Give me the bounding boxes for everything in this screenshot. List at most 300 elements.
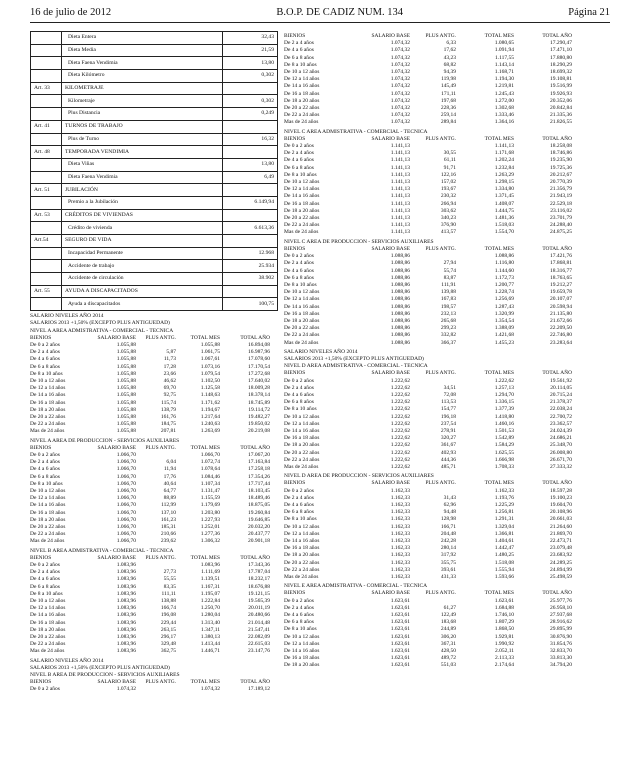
salario-base-cell: 1.083,96	[116, 641, 136, 648]
salario-base-cell: 1.088,86	[390, 332, 410, 339]
salary-row	[284, 311, 589, 318]
plus-antg-cell: 5,87	[166, 349, 176, 356]
total-ano-cell: 20.108,96	[550, 509, 572, 516]
article-number: Art. 53	[31, 209, 62, 222]
total-ano-cell: 20.011,19	[248, 605, 270, 612]
bienios-cell: De 20 a 22 años	[284, 105, 320, 112]
bienios-cell: De 10 a 12 años	[284, 179, 320, 186]
salario-base-header: SALARIO BASE	[371, 245, 410, 252]
total-ano-cell: 19.100,23	[550, 494, 572, 501]
plus-antg-cell: 31,43	[443, 494, 456, 501]
total-ano-cell: 21.869,70	[550, 530, 572, 537]
plus-antg-cell: 27,94	[443, 260, 456, 267]
bienios-cell: De 8 a 10 años	[284, 61, 317, 68]
bienios-cell: De 14 a 16 años	[30, 612, 66, 619]
left-salary-blocks	[30, 313, 278, 694]
total-ano-header: TOTAL AÑO	[542, 590, 572, 597]
total-ano-cell: 17.354,26	[248, 473, 270, 480]
total-ano-cell: 31.854,76	[550, 640, 572, 647]
salary-row	[284, 112, 589, 119]
salario-base-cell: 1.074,32	[390, 119, 410, 126]
plus-antg-cell: 34,51	[443, 384, 456, 391]
article-item-label: Dieta Viñas	[62, 158, 223, 171]
salario-base-cell: 1.066,70	[116, 473, 136, 480]
bienios-cell: Mas de 24 años	[284, 119, 319, 126]
salary-row	[284, 172, 589, 179]
plus-antg-cell: 485,71	[440, 463, 456, 470]
salary-row	[284, 193, 589, 200]
plus-antg-cell: 266,94	[440, 200, 456, 207]
total-mes-cell: 1.079,54	[200, 370, 220, 377]
plus-antg-cell: 244,89	[440, 626, 456, 633]
salario-base-cell: 1.066,70	[116, 516, 136, 523]
total-ano-cell: 19.565,39	[248, 598, 270, 605]
salary-row	[284, 524, 589, 531]
section-heading: SALARIO NIVELES AÑO 2014	[30, 657, 104, 664]
article-number: Art. 33	[31, 82, 62, 95]
salary-row	[30, 349, 278, 356]
article-number: Art. 48	[31, 146, 62, 159]
bienios-cell: De 6 a 8 años	[30, 473, 60, 480]
article-row	[31, 146, 278, 159]
total-mes-cell: 1.144,60	[494, 267, 514, 274]
salario-base-cell: 1.066,70	[116, 459, 136, 466]
total-ano-cell: 21.014,48	[248, 619, 270, 626]
article-item-label: Plus Distancia	[62, 108, 223, 121]
column-header-row	[284, 370, 589, 377]
page-header	[30, 5, 610, 19]
salario-base-header: SALARIO BASE	[371, 480, 410, 487]
total-mes-cell: 1.217,64	[200, 413, 220, 420]
bienios-cell: De 8 a 10 años	[30, 590, 63, 597]
plus-antg-cell: 229,44	[160, 619, 176, 626]
total-ano-cell: 18.875,05	[248, 502, 270, 509]
total-ano-cell: 23.079,48	[550, 545, 572, 552]
total-mes-cell: 1.377,39	[494, 406, 514, 413]
bienios-cell: De 2 a 4 años	[284, 494, 314, 501]
bienios-cell: De 22 a 24 años	[284, 112, 320, 119]
salario-base-header: SALARIO BASE	[97, 334, 136, 341]
total-mes-cell: 1.080,65	[494, 40, 514, 47]
total-mes-cell: 1.227,93	[200, 516, 220, 523]
article-row	[31, 70, 278, 83]
article-number: Art. 55	[31, 285, 62, 298]
plus-antg-cell: 88,89	[163, 495, 176, 502]
total-mes-cell: 1.131,47	[200, 488, 220, 494]
salary-block	[284, 239, 589, 347]
salary-block	[30, 313, 278, 435]
plus-antg-header: PLUS ANTG.	[425, 590, 456, 597]
bienios-cell: De 4 a 6 años	[284, 267, 314, 274]
salary-row	[284, 378, 589, 385]
bienios-cell: De 6 a 8 años	[284, 54, 314, 61]
salario-base-cell: 1.162,33	[390, 509, 410, 516]
total-ano-cell: 26.671,70	[550, 456, 572, 463]
plus-antg-header: PLUS ANTG.	[425, 33, 456, 39]
total-mes-cell: 1.746,10	[494, 612, 514, 619]
bienios-cell: De 20 a 22 años	[30, 413, 66, 420]
bienios-cell: De 0 a 2 años	[30, 686, 60, 693]
total-mes-cell: 1.143,14	[494, 61, 514, 68]
total-mes-cell: 1.272,00	[494, 97, 514, 104]
total-mes-cell: 1.066,70	[200, 451, 220, 458]
bienios-cell: De 20 a 22 años	[284, 559, 320, 566]
salary-row	[30, 481, 278, 488]
total-ano-cell: 18.378,14	[248, 392, 270, 399]
plus-antg-cell: 11,73	[163, 356, 176, 363]
plus-antg-cell: 431,33	[440, 574, 456, 581]
salary-row	[30, 591, 278, 598]
article-item-label: Plus de Turno	[62, 133, 223, 146]
plus-antg-cell: 113,53	[441, 399, 456, 406]
total-ano-cell: 18.232,17	[248, 576, 270, 583]
total-mes-header: TOTAL MES	[484, 135, 514, 142]
plus-antg-cell: 367,31	[440, 640, 456, 647]
plus-antg-cell: 444,36	[440, 456, 456, 463]
bienios-cell: De 14 a 16 años	[284, 538, 320, 545]
total-mes-cell: 1.404,61	[494, 538, 514, 545]
total-mes-cell: 1.228,74	[494, 289, 514, 296]
bienios-cell: De 0 a 2 años	[284, 377, 314, 384]
salary-row	[284, 150, 589, 157]
total-mes-cell: 1.518,08	[494, 559, 514, 566]
salary-row	[284, 83, 589, 90]
article-item-label: Kilometraje	[62, 95, 223, 108]
salary-row	[30, 342, 278, 349]
article-value	[223, 209, 278, 222]
total-ano-cell: 17.343,36	[248, 562, 270, 569]
article-value: 6.149,94	[223, 196, 278, 209]
bienios-cell: De 2 a 4 años	[284, 40, 314, 47]
salario-base-cell: 1.074,32	[390, 97, 410, 104]
salary-row	[284, 268, 589, 275]
bienios-cell: De 22 a 24 años	[30, 531, 66, 538]
total-mes-cell: 1.708,33	[494, 463, 514, 470]
salary-row	[30, 400, 278, 407]
total-mes-cell: 1.444,75	[494, 207, 514, 214]
column-header-row	[284, 246, 589, 253]
total-ano-cell: 18.745,89	[248, 399, 270, 406]
total-ano-cell: 16.987,96	[248, 349, 270, 356]
plus-antg-cell: 230,32	[440, 193, 456, 200]
section-heading: NIVEL B AREA DE PRODUCCION - SERVICIOS AUXILIARES	[30, 672, 180, 679]
bienios-cell: De 0 a 2 años	[284, 597, 314, 604]
total-mes-cell: 2.052,11	[494, 648, 514, 655]
plus-antg-header: PLUS ANTG.	[425, 135, 456, 142]
bienios-cell: De 10 a 12 años	[30, 377, 66, 384]
total-mes-cell: 1.083,96	[200, 562, 220, 569]
total-ano-cell: 20.107,07	[550, 296, 572, 303]
salario-base-cell: 1.623,61	[390, 612, 410, 619]
total-mes-header: TOTAL MES	[484, 33, 514, 39]
total-mes-cell: 1.280,04	[200, 612, 220, 619]
salario-base-cell: 1.623,61	[390, 640, 410, 647]
bienios-cell: De 22 a 24 años	[284, 222, 320, 229]
total-mes-cell: 1.320,99	[494, 310, 514, 317]
bienios-cell: De 22 a 24 años	[30, 421, 66, 428]
salary-row	[30, 634, 278, 641]
total-ano-cell: 20.212,67	[550, 171, 572, 178]
bienios-cell: De 16 a 18 años	[284, 90, 320, 97]
articles-table	[30, 31, 278, 311]
salario-base-cell: 1.055,88	[116, 341, 136, 348]
article-heading: JUBILACIÓN	[62, 184, 223, 197]
salary-row	[30, 459, 278, 466]
bienios-cell: De 20 a 22 años	[284, 215, 320, 222]
plus-antg-cell: 61,27	[443, 604, 456, 611]
article-heading: TEMPORADA VENDIMIA	[62, 146, 223, 159]
total-mes-header: TOTAL MES	[190, 679, 220, 686]
total-ano-cell: 19.561,92	[550, 377, 572, 384]
total-mes-cell: 1.078,64	[200, 466, 220, 473]
bienios-cell: De 6 a 8 años	[284, 619, 314, 626]
plus-antg-cell	[136, 562, 176, 569]
bienios-cell: De 16 a 18 años	[284, 435, 320, 442]
total-mes-cell: 1.263,29	[494, 171, 514, 178]
plus-antg-cell: 289,84	[440, 119, 456, 126]
plus-antg-cell: 329,48	[160, 641, 176, 648]
total-mes-cell: 1.179,69	[200, 502, 220, 509]
bienios-header: BIENIOS	[30, 444, 52, 451]
salario-base-cell: 1.088,86	[390, 267, 410, 274]
total-ano-cell: 19.121,15	[248, 590, 270, 597]
section-heading: NIVEL C AREA ADMISTRATIVA - COMERCIAL - TECNICA	[284, 128, 428, 135]
article-number	[31, 247, 62, 260]
bienios-cell: De 6 a 8 años	[284, 164, 314, 171]
plus-antg-cell: 30,55	[443, 150, 456, 157]
total-mes-cell: 1.168,71	[494, 69, 514, 76]
plus-antg-cell	[136, 686, 176, 693]
salario-base-cell: 1.162,33	[390, 538, 410, 545]
total-mes-cell: 1.125,58	[200, 385, 220, 392]
bienios-cell: De 10 a 12 años	[30, 488, 66, 494]
salary-row	[284, 641, 589, 648]
plus-antg-cell: 355,75	[440, 559, 456, 566]
salary-row	[284, 634, 589, 641]
bienios-cell: De 0 a 2 años	[284, 143, 314, 150]
salario-base-cell: 1.222,62	[390, 420, 410, 427]
salario-base-cell: 1.162,33	[390, 487, 410, 494]
salary-row	[30, 385, 278, 392]
total-ano-cell: 20.219,08	[248, 428, 270, 435]
article-value: 38.902	[223, 273, 278, 286]
salary-block	[284, 349, 589, 471]
total-ano-cell: 21.335,36	[550, 112, 572, 119]
salario-base-cell: 1.074,32	[390, 54, 410, 61]
total-ano-cell: 23.362,57	[550, 420, 572, 427]
plus-antg-cell: 402,93	[440, 449, 456, 456]
total-mes-cell: 1.139,51	[200, 576, 220, 583]
salario-base-cell: 1.066,70	[116, 538, 136, 545]
plus-antg-cell: 157,02	[440, 179, 456, 186]
article-heading: KILOMETRAJE	[62, 82, 223, 95]
plus-antg-cell	[410, 488, 456, 495]
salario-base-cell: 1.162,33	[390, 530, 410, 537]
salary-row	[284, 538, 589, 545]
article-heading: CRÉDITOS DE VIVIENDAS	[62, 209, 223, 222]
salario-base-cell: 1.088,86	[390, 310, 410, 317]
plus-antg-header: PLUS ANTG.	[425, 480, 456, 487]
article-row	[31, 158, 278, 171]
total-ano-cell: 24.686,21	[550, 435, 572, 442]
article-row	[31, 184, 278, 197]
salario-base-cell: 1.222,62	[390, 456, 410, 463]
bienios-cell: Mas de 24 años	[30, 428, 65, 435]
salary-row	[284, 406, 589, 413]
salary-row	[284, 186, 589, 193]
total-ano-cell: 20.114,05	[550, 384, 572, 391]
salario-base-cell: 1.074,32	[390, 112, 410, 119]
salario-base-cell: 1.055,88	[116, 406, 136, 413]
salario-base-cell: 1.055,88	[116, 392, 136, 399]
salary-row	[30, 569, 278, 576]
plus-antg-cell: 119,98	[441, 76, 456, 83]
total-mes-cell: 1.091,94	[494, 47, 514, 54]
total-mes-cell: 1.380,13	[200, 634, 220, 641]
article-value: 100,75	[223, 298, 278, 311]
salario-base-cell: 1.055,88	[116, 349, 136, 356]
salary-block	[30, 658, 278, 694]
total-ano-cell: 23.701,79	[550, 215, 572, 222]
salary-row	[284, 648, 589, 655]
section-heading: NIVEL E AREA ADMISTRATIVA - COMERCIAL - TECNICA	[284, 583, 428, 590]
salario-base-cell: 1.162,33	[390, 552, 410, 559]
salary-row	[284, 304, 589, 311]
salary-row	[30, 356, 278, 363]
article-item-label: Accidente de circulación	[62, 273, 223, 286]
plus-antg-cell: 46,62	[163, 377, 176, 384]
bienios-cell: De 18 a 20 años	[284, 317, 320, 324]
bienios-cell: De 10 a 12 años	[284, 523, 320, 530]
salario-base-cell: 1.074,32	[390, 40, 410, 47]
salary-row	[30, 605, 278, 612]
section-heading: SALARIOS 2013 +1,50% (EXCEPTO PLUS ANTIGUEDAD)	[284, 355, 424, 362]
salary-block	[284, 473, 589, 581]
salario-base-cell: 1.083,96	[116, 612, 136, 619]
article-row	[31, 285, 278, 298]
plus-antg-cell: 263,15	[160, 626, 176, 633]
article-row	[31, 298, 278, 311]
plus-antg-header: PLUS ANTG.	[145, 334, 176, 341]
bienios-header: BIENIOS	[284, 590, 306, 597]
salario-base-cell: 1.066,70	[116, 466, 136, 473]
bienios-cell: De 12 a 14 años	[30, 495, 66, 502]
bienios-cell: De 0 a 2 años	[284, 253, 314, 260]
total-ano-cell: 34.794,20	[550, 662, 572, 669]
total-mes-cell: 1.203,80	[200, 509, 220, 516]
plus-antg-cell: 232,13	[440, 310, 456, 317]
section-heading: NIVEL D AREA DE PRODUCCION - SERVICIOS AUXILIARES	[284, 473, 434, 480]
total-ano-cell: 19.926,93	[550, 90, 572, 97]
total-mes-header: TOTAL MES	[484, 590, 514, 597]
salary-row	[30, 538, 278, 545]
total-mes-cell: 1.193,76	[494, 494, 514, 501]
salario-base-cell: 1.162,33	[390, 523, 410, 530]
bienios-header: BIENIOS	[30, 679, 52, 686]
total-ano-cell: 17.272,68	[248, 370, 270, 377]
total-ano-cell: 17.868,81	[550, 260, 572, 267]
total-mes-cell: 1.306,32	[200, 538, 220, 545]
plus-antg-cell: 171,11	[441, 90, 456, 97]
article-number	[31, 298, 62, 311]
plus-antg-cell: 23,66	[163, 370, 176, 377]
total-ano-cell: 20.901,18	[248, 538, 270, 545]
bienios-cell: De 16 a 18 años	[284, 310, 320, 317]
salary-block	[30, 548, 278, 656]
bienios-cell: De 20 a 22 años	[284, 449, 320, 456]
article-item-label: Dieta Kilómetro	[62, 70, 223, 83]
salary-row	[30, 428, 278, 435]
plus-antg-cell: 296,17	[160, 634, 176, 641]
plus-antg-cell: 317,92	[440, 552, 456, 559]
total-ano-cell: 22.082,09	[248, 634, 270, 641]
total-mes-header: TOTAL MES	[190, 554, 220, 561]
salario-base-cell: 1.055,88	[116, 385, 136, 392]
bienios-cell: De 8 a 10 años	[30, 480, 63, 487]
salario-base-cell: 1.055,88	[116, 363, 136, 370]
total-ano-cell: 18.763,65	[550, 274, 572, 281]
salario-base-cell: 1.623,61	[390, 633, 410, 640]
salario-base-header: SALARIO BASE	[97, 444, 136, 451]
total-ano-header: TOTAL AÑO	[240, 334, 270, 341]
total-mes-cell: 1.194,30	[494, 76, 514, 83]
article-item-label: Dieta Media	[62, 44, 223, 57]
total-mes-cell: 1.084,46	[200, 473, 220, 480]
salary-row	[284, 55, 589, 62]
salary-row	[30, 502, 278, 509]
salario-base-cell: 1.083,96	[116, 590, 136, 597]
section-heading: SALARIOS 2013 +1,50% (EXCEPTO PLUS ANTIGUEDAD)	[30, 664, 170, 671]
article-number	[31, 196, 62, 209]
total-ano-cell: 24.289,25	[550, 559, 572, 566]
total-ano-header: TOTAL AÑO	[542, 33, 572, 39]
total-ano-cell: 19.482,27	[248, 413, 270, 420]
article-number	[31, 260, 62, 273]
bienios-cell: De 4 a 6 años	[284, 612, 314, 619]
bienios-cell: De 2 a 4 años	[30, 569, 60, 576]
total-ano-cell: 19.260,84	[248, 509, 270, 516]
plus-antg-cell: 161,76	[160, 413, 176, 420]
total-mes-cell: 1.929,81	[494, 633, 514, 640]
bienios-cell: De 4 a 6 años	[284, 502, 314, 508]
bienios-cell: De 14 a 16 años	[30, 502, 66, 509]
column-header-row	[284, 590, 589, 597]
bienios-cell: De 6 a 8 años	[30, 363, 60, 370]
article-heading: TURNOS DE TRABAJO	[62, 120, 223, 133]
article-number	[31, 44, 62, 57]
plus-antg-cell: 161,23	[160, 516, 176, 523]
bienios-cell: De 10 a 12 años	[284, 69, 320, 76]
salary-row	[30, 371, 278, 378]
total-ano-cell: 22.209,50	[550, 325, 572, 332]
salario-base-cell: 1.066,70	[116, 531, 136, 538]
salary-row	[284, 76, 589, 83]
plus-antg-cell: 145,49	[440, 83, 456, 90]
salary-row	[30, 686, 278, 693]
bienios-cell: De 2 a 4 años	[284, 260, 314, 267]
plus-antg-cell: 112,99	[161, 502, 176, 509]
bienios-cell: De 0 a 2 años	[284, 487, 314, 494]
article-item-label: Premio a la Jubilación	[62, 196, 223, 209]
bienios-cell: De 4 a 6 años	[30, 466, 60, 473]
plus-antg-cell: 6,04	[166, 459, 176, 466]
bienios-cell: De 12 a 14 años	[284, 640, 320, 647]
salario-base-cell: 1.141,13	[390, 207, 410, 214]
bienios-cell: De 14 a 16 años	[284, 648, 320, 655]
total-ano-cell: 17.471,10	[550, 47, 572, 54]
total-mes-cell: 1.141,13	[494, 143, 514, 150]
salary-row	[284, 626, 589, 633]
